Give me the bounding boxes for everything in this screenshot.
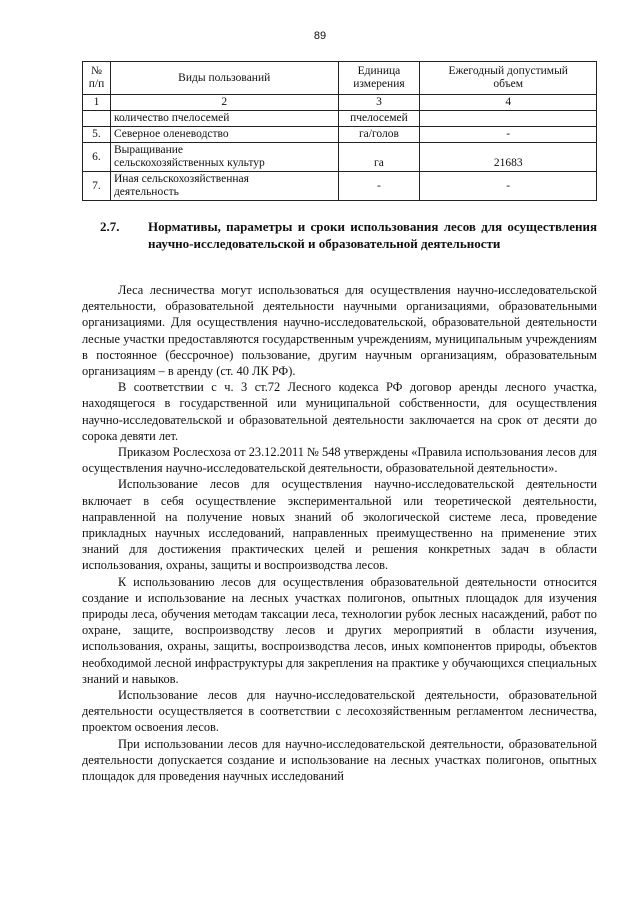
row-unit: га xyxy=(338,143,420,172)
paragraph: К использованию лесов для осуществления образовательной деятельности относится создание и использование на лесных участках полигонов, опытных площадок для изучения природы леса, обучения методам таксации леса, технологии рубок лесных насаждений, работ по охране, защите, воспроизводству лесов и других мероприятий в области изучения, использования, охраны, защиты, воспроизводства лесов, иных компонентов природы, объектов необходимой лесной инфраструктуры для закрепления на практике у обучающихся специальных знаний и навыков. xyxy=(82,574,597,686)
paragraph: Леса лесничества могут использоваться для осуществления научно-исследовательской деятельности, образовательной деятельности научными организациями, образовательными организациями. Для осуществления научно-исследовательской, образовательной деятельности лесные участки предоставляются государственным учреждениям, муниципальным учреждениям в постоянное (бессрочное) пользование, другим научным организациям, образовательным организациям – в аренду (ст. 40 ЛК РФ). xyxy=(82,283,597,379)
header-cell xyxy=(338,62,420,95)
row-number: 5. xyxy=(83,127,111,143)
row-volume xyxy=(420,111,597,127)
header-unit: Единица измерения xyxy=(353,65,405,90)
row-volume: 21683 xyxy=(420,143,597,172)
header-number: № п/п xyxy=(88,65,105,90)
index-cell: 3 xyxy=(338,95,420,111)
row-volume: - xyxy=(420,127,597,143)
row-unit: пчелосемей xyxy=(338,111,420,127)
row-number: 7. xyxy=(83,172,111,201)
table-row xyxy=(83,127,597,143)
section-title: Нормативы, параметры и сроки использования лесов для осуществления научно-исследовательской и образовательной деятельности xyxy=(148,219,597,251)
table-row xyxy=(83,111,597,127)
table-row xyxy=(83,143,597,172)
paragraph: Приказом Рослесхоза от 23.12.2011 № 548 утверждены «Правила использования лесов для осуществления научно-исследовательской деятельности, образовательной деятельности». xyxy=(82,445,598,476)
row-use-type: Северное оленеводство xyxy=(110,127,338,143)
header-cell xyxy=(83,62,111,95)
row-use-type: количество пчелосемей xyxy=(110,111,338,127)
land-use-table xyxy=(82,61,597,201)
row-number: 6. xyxy=(83,143,111,172)
header-volume: Ежегодный допустимый объем xyxy=(448,65,568,90)
paragraph: Использование лесов для научно-исследовательской деятельности, образовательной деятельности осуществляется в соответствии с лесохозяйственным регламентом лесничества, проектом освоения лесов. xyxy=(82,688,597,735)
paragraph: Использование лесов для осуществления научно-исследовательской деятельности включает в себя осуществление экспериментальной или теоретической деятельности, направленной на получение новых знаний об экологической системе леса, проведение прикладных научных исследований, направленных преимущественно на применение этих знаний для достижения практических целей и решения конкретных задач в области использования, охраны, защиты и воспроизводства лесов. xyxy=(82,477,597,573)
table-header-row xyxy=(83,62,597,95)
header-cell xyxy=(420,62,597,95)
section-number: 2.7. xyxy=(100,219,120,234)
row-use-type: Выращивание сельскохозяйственных культур xyxy=(110,143,338,172)
table-row xyxy=(83,172,597,201)
paragraph: При использовании лесов для научно-исследовательской деятельности, образовательной деятельности допускается создание и использование на лесных участках полигонов, опытных площадок для проведения научных исследований xyxy=(82,736,597,784)
row-use-type: Иная сельскохозяйственная деятельность xyxy=(110,172,338,201)
header-use-type: Виды пользований xyxy=(178,71,271,84)
table-index-row xyxy=(83,95,597,111)
section-heading xyxy=(100,218,597,252)
index-cell: 1 xyxy=(83,95,111,111)
row-unit: га/голов xyxy=(338,127,420,143)
row-volume: - xyxy=(420,172,597,201)
index-cell: 4 xyxy=(420,95,597,111)
document-body xyxy=(82,282,597,784)
index-cell: 2 xyxy=(110,95,338,111)
header-cell xyxy=(110,62,338,95)
paragraph: В соответствии с ч. 3 ст.72 Лесного кодекса РФ договор аренды лесного участка, находящегося в государственной или муниципальной собственности, для осуществления научно-исследовательской и образовательной деятельности заключается на срок от десяти до сорока девяти лет. xyxy=(82,380,597,443)
page-number: 89 xyxy=(313,30,327,42)
row-number xyxy=(83,111,111,127)
row-unit: - xyxy=(338,172,420,201)
